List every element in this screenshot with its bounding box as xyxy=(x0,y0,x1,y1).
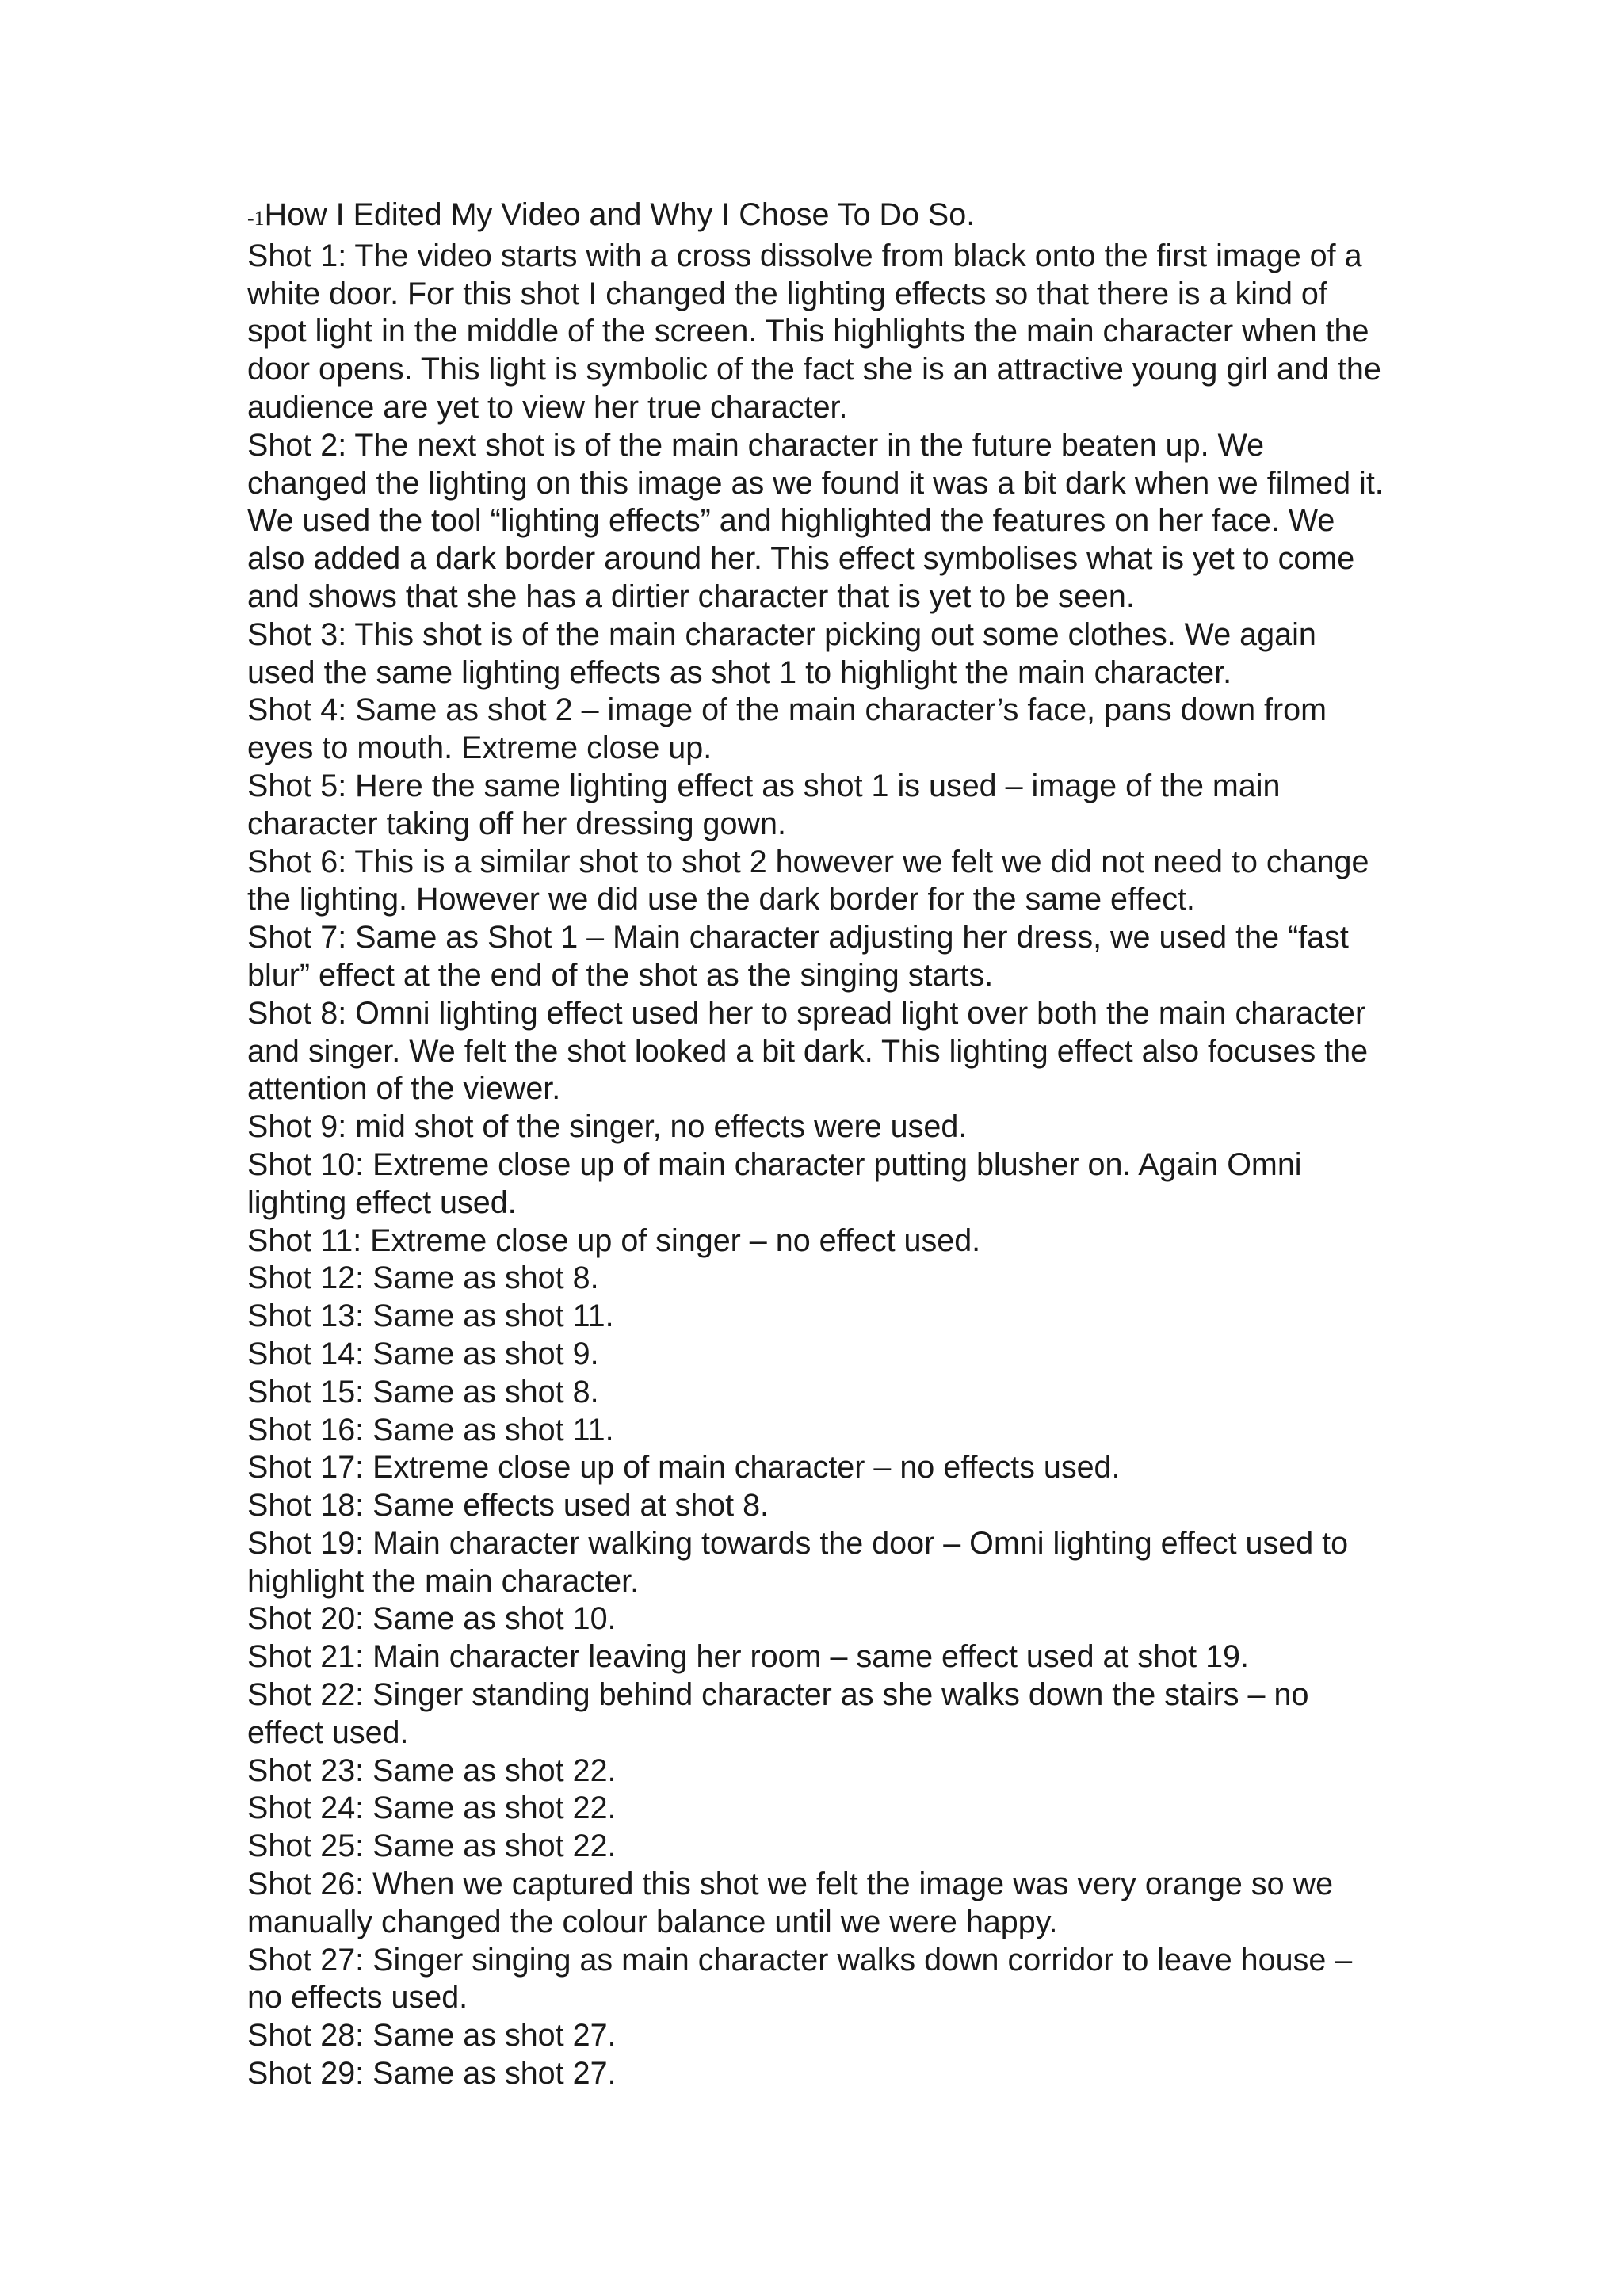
shot-paragraph: Shot 18: Same effects used at shot 8. xyxy=(247,1488,769,1524)
shot-paragraph: Shot 15: Same as shot 8. xyxy=(247,1374,599,1409)
shot-paragraph: Shot 3: This shot is of the main character picking out some clothes. We again used the same lighting effects as shot 1 to highlight the main character. xyxy=(247,616,1316,690)
shot-paragraph: Shot 12: Same as shot 8. xyxy=(247,1261,599,1296)
shot-paragraph: Shot 11: Extreme close up of singer – no effect used. xyxy=(247,1222,981,1258)
shot-paragraph: Shot 4: Same as shot 2 – image of the main character’s face, pans down from eyes to mouth. Extreme close up. xyxy=(247,692,1327,766)
shot-paragraph: Shot 25: Same as shot 22. xyxy=(247,1829,617,1864)
shot-paragraph: Shot 9: mid shot of the singer, no effects were used. xyxy=(247,1109,968,1145)
shot-paragraph: Shot 27: Singer singing as main character walks down corridor to leave house – no effects used. xyxy=(247,1942,1353,2016)
shot-paragraph: Shot 20: Same as shot 10. xyxy=(247,1601,617,1637)
shot-paragraph: Shot 19: Main character walking towards the door – Omni lighting effect used to highlight the main character. xyxy=(247,1525,1349,1599)
shot-paragraph: Shot 10: Extreme close up of main character putting blusher on. Again Omni lighting effect used. xyxy=(247,1146,1302,1220)
title-line xyxy=(247,196,1388,238)
shot-paragraph: Shot 24: Same as shot 22. xyxy=(247,1791,617,1826)
page-marker: -1 xyxy=(247,207,265,230)
shot-paragraph: Shot 8: Omni lighting effect used her to spread light over both the main character and singer. We felt the shot looked a bit dark. This lighting effect also focuses the attention of the viewer. xyxy=(247,995,1369,1107)
shot-paragraph: Shot 6: This is a similar shot to shot 2 however we felt we did not need to change the lighting. However we did use the dark border for the same effect. xyxy=(247,844,1369,917)
document-title: How I Edited My Video and Why I Chose To Do So. xyxy=(264,197,976,232)
shot-paragraph: Shot 17: Extreme close up of main character – no effects used. xyxy=(247,1450,1121,1486)
shot-list xyxy=(247,238,1388,2093)
shot-paragraph: Shot 7: Same as Shot 1 – Main character adjusting her dress, we used the “fast blur” effect at the end of the shot as the singing starts. xyxy=(247,920,1349,993)
shot-paragraph: Shot 14: Same as shot 9. xyxy=(247,1336,599,1371)
shot-paragraph: Shot 2: The next shot is of the main character in the future beaten up. We changed the lighting on this image as we found it was a bit dark when we filmed it. We used the tool “lighting effects” and highlighted the features on her face. We also added a dark border around her. This effect symbolises what is yet to come and shows that she has a dirtier character that is yet to be seen. xyxy=(247,427,1384,614)
shot-paragraph: Shot 22: Singer standing behind character as she walks down the stairs – no effect used. xyxy=(247,1677,1309,1750)
shot-paragraph: Shot 16: Same as shot 11. xyxy=(247,1412,614,1447)
shot-paragraph: Shot 1: The video starts with a cross dissolve from black onto the first image of a white door. For this shot I changed the lighting effects so that there is a kind of spot light in the middle of the screen. This highlights the main character when the door opens. This light is symbolic of the fact she is an attractive young girl and the audience are yet to view her true character. xyxy=(247,238,1381,425)
shot-paragraph: Shot 21: Main character leaving her room – same effect used at shot 19. xyxy=(247,1639,1249,1675)
document-body xyxy=(247,196,1388,2093)
shot-paragraph: Shot 23: Same as shot 22. xyxy=(247,1753,617,1788)
shot-paragraph: Shot 28: Same as shot 27. xyxy=(247,2018,617,2054)
shot-paragraph: Shot 26: When we captured this shot we felt the image was very orange so we manually changed the colour balance until we were happy. xyxy=(247,1867,1334,1939)
shot-paragraph: Shot 5: Here the same lighting effect as shot 1 is used – image of the main character taking off her dressing gown. xyxy=(247,768,1281,841)
shot-paragraph: Shot 13: Same as shot 11. xyxy=(247,1299,614,1334)
shot-paragraph: Shot 29: Same as shot 27. xyxy=(247,2056,617,2092)
